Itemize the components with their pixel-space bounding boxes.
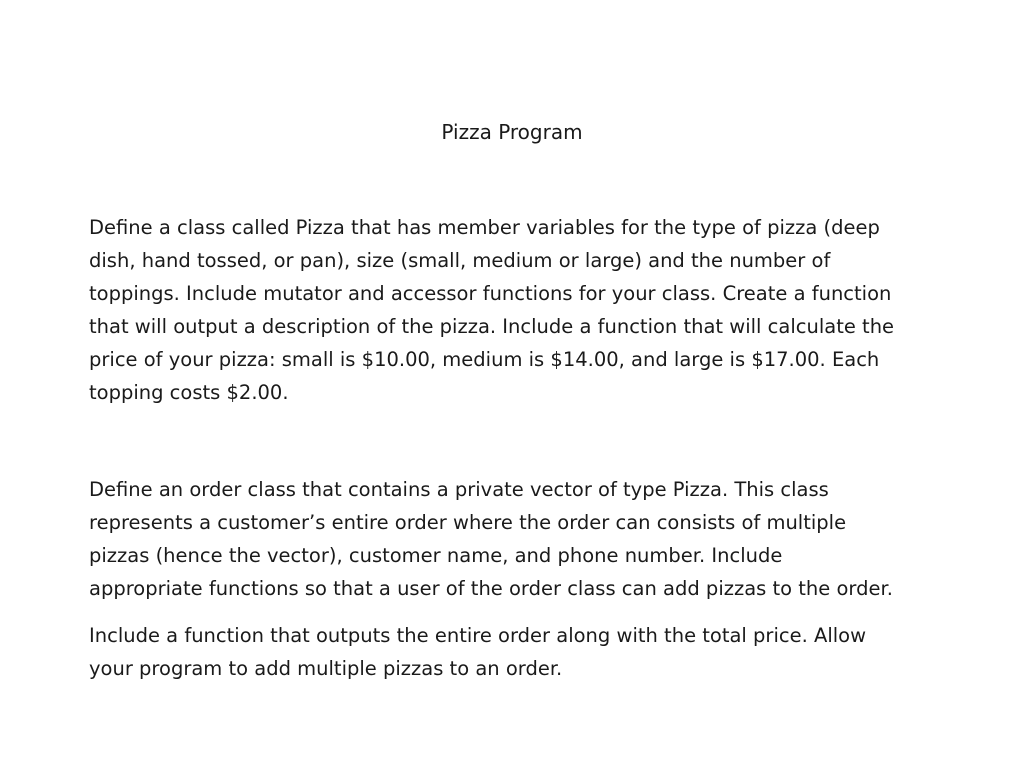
text-line: Define a class called Pizza that has member variables for the type of pizza (deep (89, 216, 880, 239)
text-line: represents a customer’s entire order where the order can consists of multiple (89, 511, 847, 534)
text-line: topping costs $2.00. (89, 381, 289, 404)
text-line: price of your pizza: small is $10.00, medium is $14.00, and large is $17.00. Each (89, 348, 880, 371)
text-line: dish, hand tossed, or pan), size (small, medium or large) and the number of (89, 249, 831, 272)
text-line: pizzas (hence the vector), customer name, and phone number. Include (89, 544, 783, 567)
text-line: toppings. Include mutator and accessor functions for your class. Create a function (89, 282, 892, 305)
text-line: Include a function that outputs the entire order along with the total price. Allow (89, 624, 867, 647)
text-line: appropriate functions so that a user of the order class can add pizzas to the order. (89, 577, 893, 600)
text-line: that will output a description of the pizza. Include a function that will calculate the (89, 315, 895, 338)
document-title: Pizza Program (441, 120, 583, 144)
text-line: your program to add multiple pizzas to an order. (89, 657, 563, 680)
paragraph-pizza-class (89, 211, 939, 409)
paragraph-order-class (89, 473, 939, 605)
text-line: Define an order class that contains a private vector of type Pizza. This class (89, 478, 829, 501)
paragraph-output-order (89, 619, 939, 685)
